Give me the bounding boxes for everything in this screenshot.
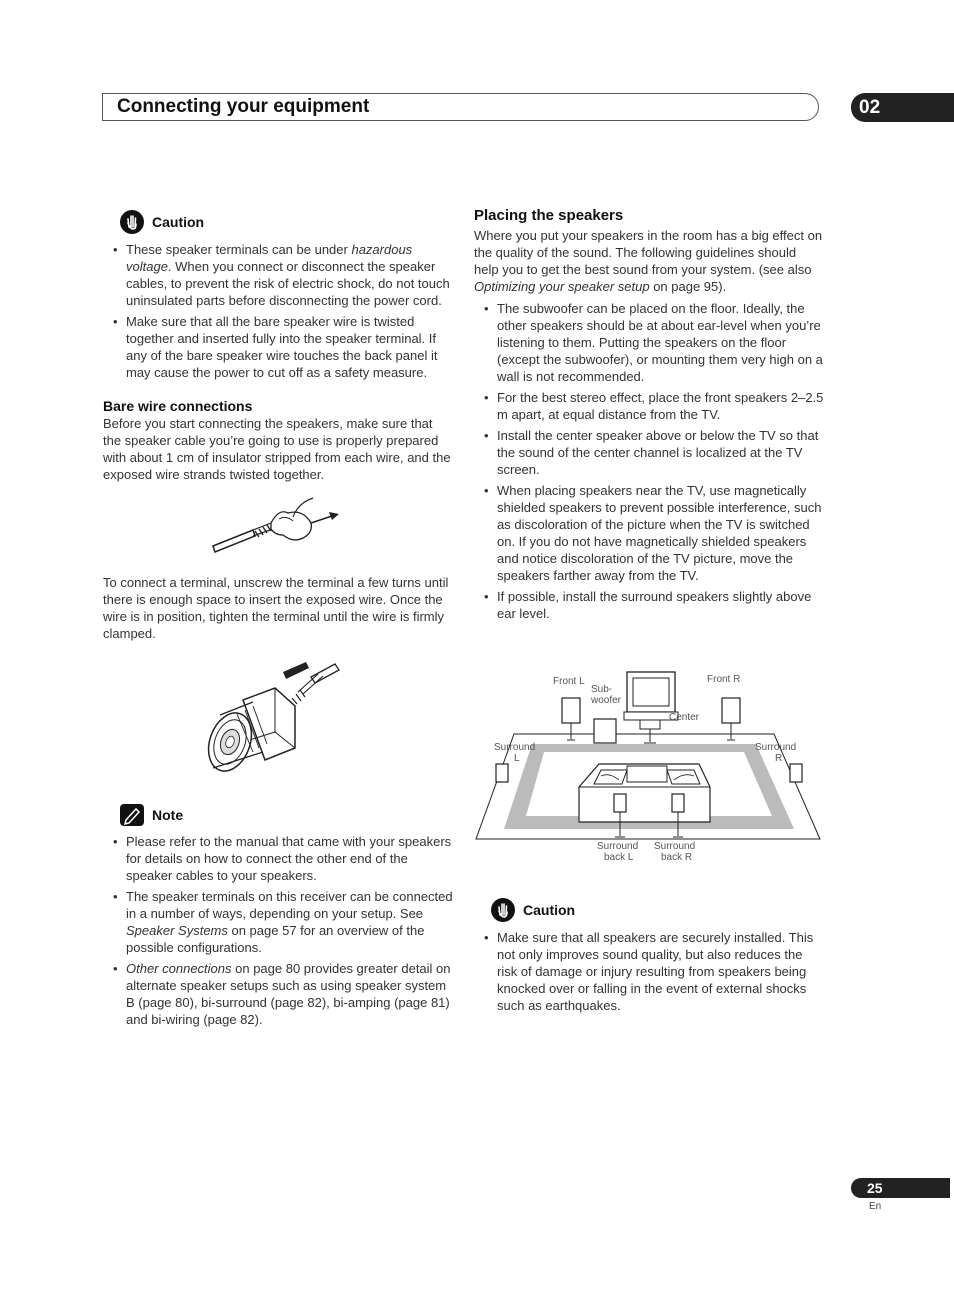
bare-wire-heading: Bare wire connections <box>103 398 253 414</box>
list-item: • If possible, install the surround speakers slightly above ear level. <box>474 588 824 622</box>
front-left-speaker <box>562 698 580 723</box>
caution-hand-icon <box>120 210 144 234</box>
right-column <box>474 207 824 1018</box>
caution-label: Caution <box>152 213 205 230</box>
label-front-l: Front L <box>553 676 585 687</box>
list-item: • Install the center speaker above or below the TV so that the sound of the center channel is localized at the TV screen. <box>474 427 824 478</box>
wire-twist-illustration <box>103 483 453 568</box>
terminal-instructions: To connect a terminal, unscrew the terminal a few turns until there is enough space to insert the exposed wire. Once the wire is in position, tighten the terminal until the wire is firmly clamped. <box>103 575 449 641</box>
caution-heading-2 <box>491 898 824 922</box>
label-surround-r-2: R <box>775 753 783 764</box>
label-surround-l-2: L <box>514 753 520 764</box>
list-item: • When placing speakers near the TV, use magnetically shielded speakers to prevent possible interference, such as discoloration of the picture when the TV is switched on. If you do not have magnetically shielded speakers and notice discoloration of the TV picture, move the speakers farther away from the TV. <box>474 482 824 584</box>
list-item: • Make sure that all speakers are securely installed. This not only improves sound quality, but also reduces the risk of damage or injury resulting from speakers being knocked over or falling in the event of external shocks such as earthquakes. <box>474 929 824 1014</box>
speaker-placement-diagram <box>474 644 824 876</box>
bare-wire-text: Before you start connecting the speakers, make sure that the speaker cable you’re going to use is properly prepared with about 1 cm of insulator stripped from each wire, and the exposed wire strands twisted together. <box>103 416 451 482</box>
chapter-header <box>102 93 819 121</box>
subwoofer-speaker <box>594 719 616 743</box>
center-speaker <box>640 720 660 729</box>
caution-list-2 <box>474 929 824 1014</box>
surround-back-left-speaker <box>614 794 626 812</box>
speaker-terminal-illustration <box>103 642 453 782</box>
label-sub-2: woofer <box>591 695 622 706</box>
list-item: • The subwoofer can be placed on the floor. Ideally, the other speakers should be at about ear-level when you’re listening to them. Putting the speakers on the floor (except the subwoofer), or mounting them very high on a wall is not recommended. <box>474 300 824 385</box>
note-label: Note <box>152 806 184 823</box>
label-sbr-1: Surround <box>654 841 696 852</box>
label-sbl-2: back L <box>604 852 634 863</box>
language-code: En <box>869 1201 882 1212</box>
caution-list <box>103 241 453 381</box>
page-title: Connecting your equipment <box>117 96 370 117</box>
label-sub-1: Sub- <box>591 684 613 695</box>
list-item: • The speaker terminals on this receiver can be connected in a number of ways, depending on your setup. See Speaker Systems on page 57 for an overview of the possible configurations. <box>103 888 453 956</box>
note-heading <box>120 804 453 826</box>
chapter-number-tab: 02 <box>851 93 954 122</box>
label-sbl-1: Surround <box>597 841 639 852</box>
sofa <box>579 764 710 822</box>
surround-right-speaker <box>790 764 802 782</box>
label-center: Center <box>669 712 700 723</box>
label-sbr-2: back R <box>661 852 693 863</box>
placing-list <box>474 300 824 622</box>
caution-hand-icon <box>491 898 515 922</box>
label-surround-r-1: Surround <box>755 742 797 753</box>
note-list <box>103 833 453 1028</box>
page-number: 25 <box>851 1178 950 1198</box>
surround-back-right-speaker <box>672 794 684 812</box>
front-right-speaker <box>722 698 740 723</box>
left-column <box>103 210 453 1032</box>
caution-heading <box>120 210 453 234</box>
label-surround-l-1: Surround <box>494 742 536 753</box>
list-item: • Make sure that all the bare speaker wire is twisted together and inserted fully into the speaker terminal. If any of the bare speaker wire touches the back panel it may cause the power to cut off as a safety measure. <box>103 313 453 381</box>
placing-heading: Placing the speakers <box>474 207 624 224</box>
caution-label: Caution <box>523 901 576 918</box>
surround-left-speaker <box>496 764 508 782</box>
placing-intro: Where you put your speakers in the room has a big effect on the quality of the sound. The following guidelines should help you to get the best sound from your system. (see also Optimizing your speaker setup on page 95). <box>474 228 823 294</box>
note-pencil-icon <box>120 804 144 826</box>
list-item: • Please refer to the manual that came with your speakers for details on how to connect the other end of the speaker cables to your speakers. <box>103 833 453 884</box>
list-item: • For the best stereo effect, place the front speakers 2–2.5 m apart, at equal distance from the TV. <box>474 389 824 423</box>
label-front-r: Front R <box>707 674 741 685</box>
list-item: • Other connections on page 80 provides greater detail on alternate speaker setups such as using speaker system B (page 80), bi-surround (page 82), bi-amping (page 81) and bi-wiring (page 82). <box>103 960 453 1028</box>
list-item: • These speaker terminals can be under hazardous voltage. When you connect or disconnect the speaker cables, to prevent the risk of electric shock, do not touch uninsulated parts before disconnecting the power cord. <box>103 241 453 309</box>
